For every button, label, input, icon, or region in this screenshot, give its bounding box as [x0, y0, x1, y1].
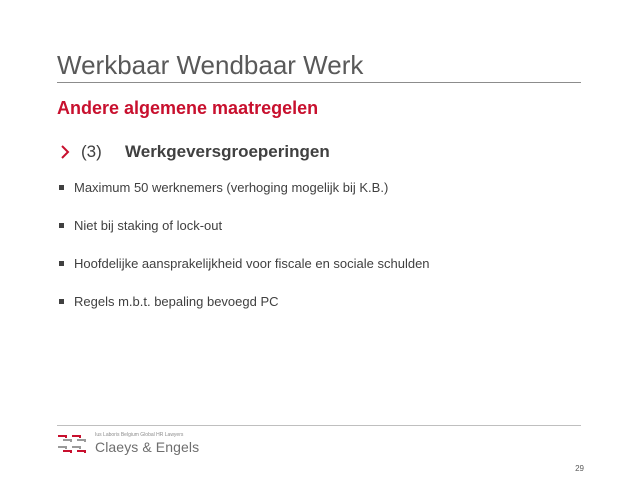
- section-title: Werkgeversgroeperingen: [125, 142, 330, 161]
- slide-subtitle: Andere algemene maatregelen: [57, 98, 319, 118]
- bullet-text: Hoofdelijke aansprakelijkheid voor fiscale en sociale schulden: [74, 256, 430, 271]
- square-bullet-icon: [59, 299, 64, 304]
- logo-name: Claeys & Engels: [95, 439, 200, 455]
- footer-divider: [57, 425, 581, 426]
- square-bullet-icon: [59, 185, 64, 190]
- bullet-item: [57, 178, 430, 198]
- logo-tagline: Ius Laboris Belgium Global HR Lawyers: [95, 432, 184, 438]
- bullet-text: Regels m.b.t. bepaling bevoegd PC: [74, 294, 279, 309]
- bullet-text: Niet bij staking of lock-out: [74, 218, 223, 233]
- square-bullet-icon: [59, 261, 64, 266]
- chevron-right-icon: [57, 144, 73, 160]
- bullet-item: [57, 292, 430, 312]
- section-heading: [57, 141, 330, 163]
- bullet-text: Maximum 50 werknemers (verhoging mogelijk bij K.B.): [74, 180, 389, 195]
- title-divider: [57, 82, 581, 83]
- bullet-item: [57, 216, 430, 236]
- page-number: 29: [575, 464, 584, 473]
- company-logo: [57, 432, 200, 458]
- bullet-list: [57, 178, 430, 330]
- square-bullet-icon: [59, 223, 64, 228]
- section-number: (3): [81, 142, 102, 161]
- bullet-item: [57, 254, 430, 274]
- logo-mark-icon: [57, 434, 91, 456]
- slide-title: Werkbaar Wendbaar Werk: [57, 50, 364, 80]
